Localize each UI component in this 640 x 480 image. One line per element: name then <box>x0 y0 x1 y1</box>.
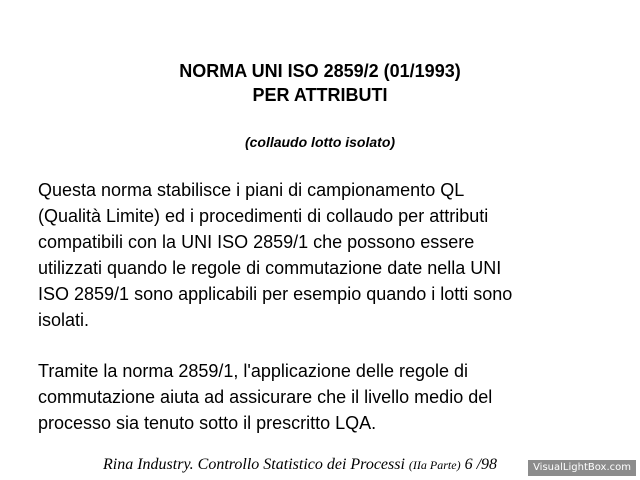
paragraph-2-line: Tramite la norma 2859/1, l'applicazione delle regole di <box>38 361 469 381</box>
paragraph-1-line: Questa norma stabilisce i piani di campionamento QL <box>38 180 465 200</box>
paragraph-2-line: processo sia tenuto sotto il prescritto LQA. <box>38 413 377 433</box>
paragraph-1-line: (Qualità Limite) ed i procedimenti di collaudo per attributi <box>38 206 489 226</box>
title-line-1: NORMA UNI ISO 2859/2 (01/1993) <box>179 61 461 81</box>
footer-text: Rina Industry. Controllo Statistico dei Processi <box>103 456 409 473</box>
watermark[interactable]: VisualLightBox.com <box>528 460 636 476</box>
paragraph-1-line: ISO 2859/1 sono applicabili per esempio quando i lotti sono <box>38 284 513 304</box>
footer <box>103 455 497 475</box>
title-line-2: PER ATTRIBUTI <box>252 85 388 105</box>
paragraph-1-line: isolati. <box>38 310 90 330</box>
paragraph-2-line: commutazione aiuta ad assicurare che il livello medio del <box>38 387 493 407</box>
paragraph-1-line: compatibili con la UNI ISO 2859/1 che possono essere <box>38 232 475 252</box>
subtitle: (collaudo lotto isolato) <box>244 134 396 150</box>
paragraph-2 <box>38 358 618 436</box>
paragraph-1-line: utilizzati quando le regole di commutazione date nella UNI <box>38 258 502 278</box>
footer-part: (IIa Parte) <box>408 458 461 472</box>
paragraph-1 <box>38 177 618 333</box>
footer-page: 6 /98 <box>460 456 498 473</box>
